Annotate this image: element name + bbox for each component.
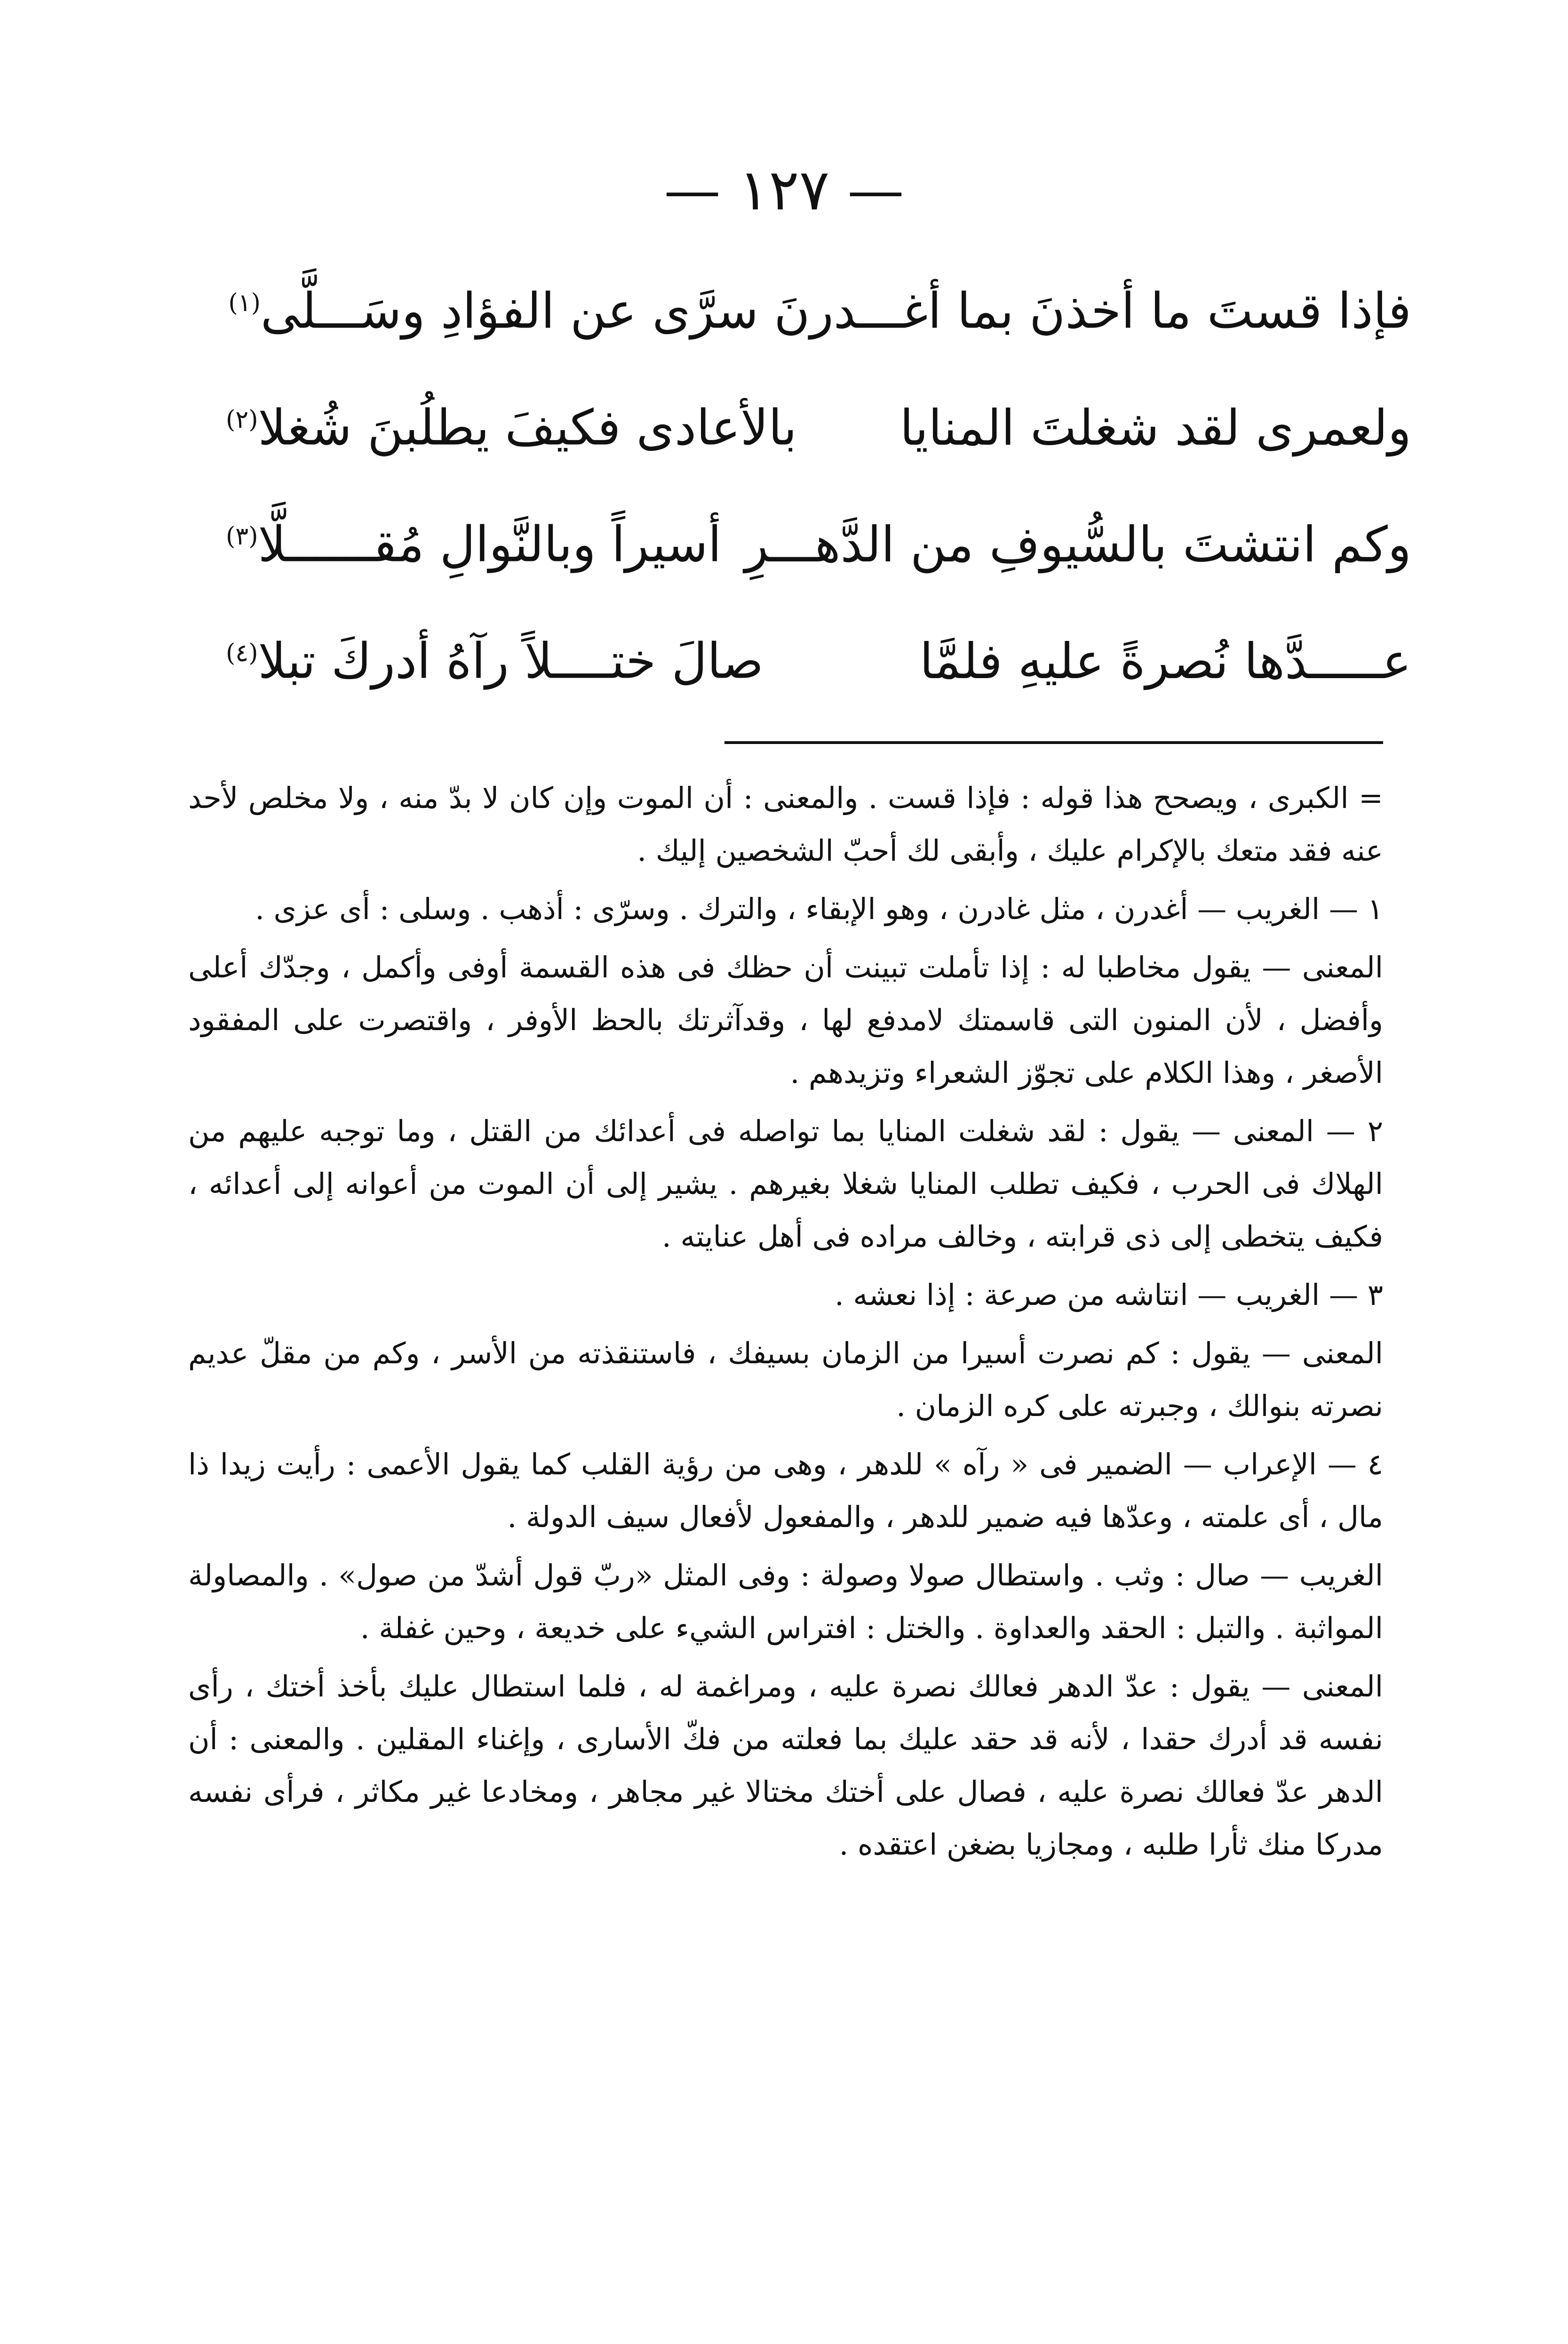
verse-3-second-hemistich: أسيراً وبالنَّوالِ مُقــــــلَّا (258, 515, 722, 573)
note-2-meaning: ٢ — المعنى — يقول : لقد شغلت المنايا بما تواصله فى أعدائك من القتل ، وما توجبه عليهم من الهلاك فى الحرب ، فكيف تطلب المنايا شغلا بغيرهم . يشير إلى أن الموت من أعوانه إلى أعدائه ، فكيف يتخطى إلى ذى قرابته ، وخالف مراده فى أهل عنايته . (188, 1114, 1383, 1254)
verse-1-footnote-ref: (١) (228, 289, 261, 317)
note-3-meaning: المعنى — يقول : كم نصرت أسيرا من الزمان بسيفك ، فاستنقذته من الأسر ، وكم من مقلّ عديم نصرته بنوالك ، وجبرته على كره الزمان . (188, 1336, 1383, 1423)
note-4-gharib: الغريب — صال : وثب . واستطال صولا وصولة : وفى المثل «ربّ قول أشدّ من صول» . والمصاولة المواثبة . والتبل : الحقد والعداوة . والختل : افتراس الشيء على خديعة ، وحين غفلة . (188, 1558, 1383, 1645)
verse-3-footnote-ref: (٣) (226, 522, 258, 551)
verse-1 (226, 245, 1411, 361)
section-divider (724, 741, 1383, 744)
verse-2 (226, 361, 1411, 478)
commentary-notes (188, 772, 1383, 1877)
commentary-continued: = الكبرى ، ويصحح هذا قوله : فإذا قست . والمعنى : أن الموت وإن كان لا بدّ منه ، ولا مخلص لأحد عنه فقد متعك بالإكرام عليك ، وأبقى لك أحبّ الشخصين إليك . (188, 781, 1383, 868)
verse-4-footnote-ref: (٤) (226, 639, 258, 667)
verse-4-second-hemistich-wrap (226, 595, 814, 720)
verse-3 (226, 478, 1411, 595)
verse-1-text (228, 245, 1411, 369)
verse-1-hemistich: فإذا قستَ ما أخذنَ بما أغـــدرنَ سرَّى عن الفؤادِ وسَـــلَّى (260, 282, 1411, 340)
note-4-iraab: ٤ — الإعراب — الضمير فى « رآه » للدهر ، وهى من رؤية القلب كما يقول الأعمى : رأيت زيدا ذا مال ، أى علمته ، وعدّها فيه ضمير للدهر ، والمفعول لأفعال سيف الدولة . (188, 1447, 1383, 1534)
verse-3-first-hemistich: وكم انتشتَ بالسُّيوفِ من الدَّهـــرِ (745, 515, 1411, 573)
verse-4 (226, 595, 1411, 712)
verse-4-second-hemistich: صالَ ختــــلاً رآهُ أدركَ تبلا (258, 632, 764, 690)
note-4-meaning: المعنى — يقول : عدّ الدهر فعالك نصرة عليه ، ومراغمة له ، فلما استطال عليك بأخذ أختك ، رأى نفسه قد أدرك حقدا ، لأنه قد حقد عليك بما فعلته من فكّ الأسارى ، وإغناء المقلين . والمعنى : أن الدهر عدّ فعالك نصرة عليه ، فصال على أختك مختالا غير مجاهر ، ومخادعا غير مكاثر ، فرأى نفسه مدركا منك ثأرا طلبه ، ومجازيا بضغن اعتقده . (188, 1669, 1383, 1862)
note-1-gharib: ١ — الغريب — أغدرن ، مثل غادرن ، وهو الإبقاء ، والترك . وسرّى : أذهب . وسلى : أى عزى . (255, 892, 1383, 926)
note-3-gharib: ٣ — الغريب — انتاشه من صرعة : إذا نعشه . (835, 1278, 1383, 1312)
page-number: — ١٢٧ — (664, 158, 904, 223)
poem-verses (226, 245, 1411, 712)
note-1-meaning: المعنى — يقول مخاطبا له : إذا تأملت تبينت أن حظك فى هذه القسمة أوفى وأكمل ، وجدّك أعلى وأفضل ، لأن المنون التى قاسمتك لامدفع لها ، وقدآثرتك بالحظ الأوفر ، واقتصرت على المفقود الأصغر ، وهذا الكلام على تجوّز الشعراء وتزيدهم . (188, 950, 1383, 1090)
verse-2-first-hemistich: ولعمرى لقد شغلتَ المنايا (899, 399, 1411, 456)
verse-2-second-hemistich-wrap (226, 361, 814, 486)
verse-2-footnote-ref: (٢) (226, 406, 258, 434)
verse-4-first-hemistich: عـــــدَّها نُصرةً عليهِ فلمَّا (919, 632, 1411, 690)
verse-3-second-hemistich-wrap (226, 478, 814, 603)
verse-2-second-hemistich: بالأعادى فكيفَ يطلُبنَ شُغلا (258, 399, 797, 456)
